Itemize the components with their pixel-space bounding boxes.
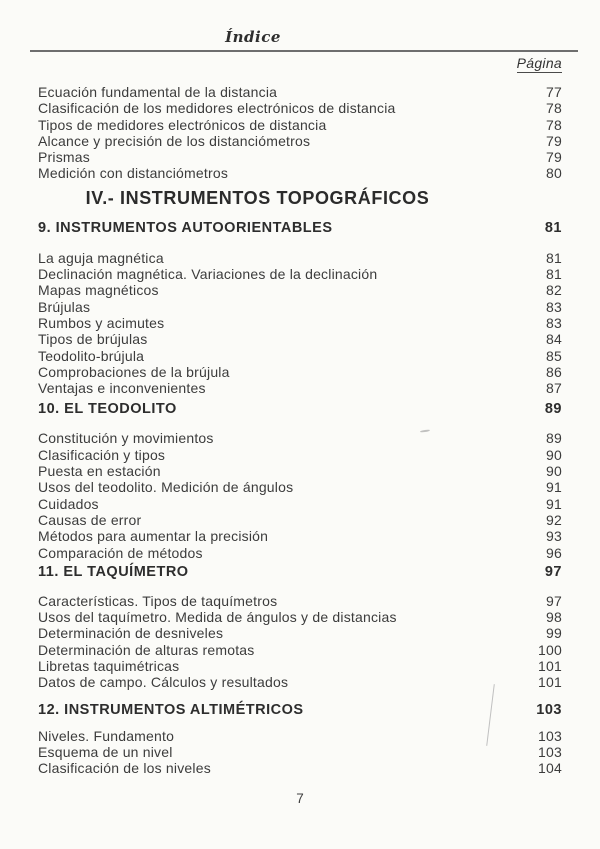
- page-column-header-row: [0, 55, 600, 71]
- toc-entry-title: La aguja magnética: [38, 249, 164, 266]
- toc-entry-title: Rumbos y acimutes: [38, 314, 165, 331]
- toc-entry-page: 92: [546, 511, 562, 528]
- toc-entry-page: 90: [546, 463, 562, 480]
- toc-row: [0, 100, 600, 116]
- toc-entry-page: 91: [546, 495, 562, 512]
- toc-entry-title: Esquema de un nivel: [38, 743, 173, 760]
- toc-entry-title: Tipos de medidores electrónicos de distancia: [38, 116, 327, 133]
- document-title-wrap: [28, 28, 478, 47]
- toc-row: [0, 463, 600, 479]
- toc-section-heading: 12. INSTRUMENTOS ALTIMÉTRICOS: [38, 701, 304, 718]
- toc-entry-page: 91: [546, 479, 562, 496]
- toc-row: [0, 331, 600, 347]
- page-column-header: Página: [516, 55, 562, 71]
- toc-entry-page: 103: [538, 727, 562, 744]
- toc-row: [0, 133, 600, 149]
- toc-entry-title: Alcance y precisión de los distanciómetros: [38, 132, 311, 149]
- toc-entry-title: Libretas taquimétricas: [38, 658, 180, 675]
- toc-entry-title: Causas de error: [38, 511, 142, 528]
- toc-entry-title: Medición con distanciómetros: [38, 165, 229, 182]
- toc-section-heading-row: [0, 220, 600, 237]
- toc-section-entries: [0, 728, 600, 777]
- toc-entry-page: 83: [546, 298, 562, 315]
- toc-entry-title: Puesta en estación: [38, 463, 161, 480]
- toc-entry-title: Mapas magnéticos: [38, 282, 159, 299]
- toc-entry-page: 81: [546, 249, 562, 266]
- toc-entry-title: Métodos para aumentar la precisión: [38, 528, 269, 545]
- toc-entry-title: Cuidados: [38, 495, 99, 512]
- toc-section: [0, 220, 600, 397]
- toc-row: [0, 593, 600, 609]
- toc-sections: [0, 220, 600, 777]
- toc-entry-page: 79: [546, 149, 562, 166]
- toc-part-title: IV.- INSTRUMENTOS TOPOGRÁFICOS: [85, 187, 430, 208]
- toc-entry-title: Teodolito-brújula: [38, 347, 145, 364]
- toc-entry-title: Ecuación fundamental de la distancia: [38, 84, 278, 100]
- toc-entry-title: Constitución y movimientos: [38, 430, 214, 447]
- toc-entry-title: Comprobaciones de la brújula: [38, 363, 230, 380]
- toc-row: [0, 744, 600, 760]
- toc-entry-page: 85: [546, 347, 562, 364]
- toc-entry-page: 101: [538, 658, 562, 675]
- toc-row: [0, 430, 600, 446]
- toc-row: [0, 545, 600, 561]
- document-title: Índice: [225, 28, 281, 46]
- toc-section: [0, 564, 600, 691]
- toc-entry-title: Clasificación y tipos: [38, 446, 166, 463]
- toc-entry-title: Determinación de alturas remotas: [38, 641, 255, 658]
- toc-entry-page: 84: [546, 331, 562, 348]
- toc-row: [0, 348, 600, 364]
- toc-row: [0, 266, 600, 282]
- toc-entry-page: 80: [546, 165, 562, 182]
- toc-section-heading-row: [0, 564, 600, 581]
- toc-entry-page: 90: [546, 446, 562, 463]
- toc-entry-page: 103: [538, 743, 562, 760]
- toc-entry-page: 86: [546, 363, 562, 380]
- toc-row: [0, 447, 600, 463]
- toc-row: [0, 674, 600, 690]
- toc-entry-page: 82: [546, 282, 562, 299]
- toc-section-heading-row: [0, 702, 600, 719]
- toc-row: [0, 299, 600, 315]
- toc-section-entries: [0, 250, 600, 397]
- toc-row: [0, 528, 600, 544]
- toc-section-heading-row: [0, 401, 600, 418]
- toc-section-entries: [0, 430, 600, 560]
- toc-section-entries: [0, 593, 600, 691]
- toc-section: [0, 401, 600, 560]
- toc-entry-title: Clasificación de los niveles: [38, 760, 211, 777]
- toc-entry-page: 96: [546, 544, 562, 561]
- toc-entry-page: 87: [546, 380, 562, 397]
- toc-entry-title: Características. Tipos de taquímetros: [38, 592, 278, 609]
- toc-entry-page: 93: [546, 528, 562, 545]
- toc-row: [0, 512, 600, 528]
- toc-row: [0, 250, 600, 266]
- toc-row: [0, 364, 600, 380]
- toc-entry-title: Comparación de métodos: [38, 544, 203, 561]
- toc-entry-page: 81: [546, 266, 562, 283]
- toc-entry-title: Ventajas e inconvenientes: [38, 380, 206, 397]
- toc-row: [0, 380, 600, 396]
- toc-entry-page: 79: [546, 132, 562, 149]
- toc-entry-title: Usos del taquímetro. Medida de ángulos y de distancias: [38, 609, 397, 626]
- toc-row: [0, 84, 600, 100]
- toc-intro-entries: [0, 84, 600, 182]
- toc-row: [0, 315, 600, 331]
- toc-row: [0, 496, 600, 512]
- toc-entry-title: Niveles. Fundamento: [38, 727, 175, 744]
- toc-entry-title: Prismas: [38, 149, 90, 166]
- toc-section-heading: 11. EL TAQUÍMETRO: [38, 563, 189, 580]
- toc-row: [0, 282, 600, 298]
- toc-entry-page: 97: [546, 592, 562, 609]
- toc-section-heading: 10. EL TEODOLITO: [38, 401, 177, 418]
- toc-entry-page: 99: [546, 625, 562, 642]
- toc-entry-title: Tipos de brújulas: [38, 331, 148, 348]
- toc-entry-page: 100: [538, 641, 562, 658]
- toc-row: [0, 165, 600, 181]
- toc-entry-page: 104: [538, 760, 562, 777]
- toc-entry-page: 89: [546, 430, 562, 447]
- toc-entry-page: 98: [546, 609, 562, 626]
- toc-row: [0, 117, 600, 133]
- toc-section: [0, 702, 600, 777]
- header-rule: [30, 50, 578, 52]
- toc-entry-page: 78: [546, 100, 562, 117]
- toc-entry-title: Datos de campo. Cálculos y resultados: [38, 674, 289, 691]
- toc-entry-title: Clasificación de los medidores electrónicos de distancia: [38, 100, 396, 117]
- toc-entry-page: 101: [538, 674, 562, 691]
- toc-entry-title: Usos del teodolito. Medición de ángulos: [38, 479, 294, 496]
- toc-row: [0, 658, 600, 674]
- toc-row: [0, 625, 600, 641]
- toc-section-page: 103: [536, 701, 562, 718]
- toc-row: [0, 760, 600, 776]
- toc-row: [0, 642, 600, 658]
- toc-row: [0, 479, 600, 495]
- footer-page-number: 7: [296, 790, 304, 806]
- toc-row: [0, 609, 600, 625]
- toc-section-page: 81: [544, 219, 562, 236]
- toc-entry-title: Determinación de desniveles: [38, 625, 224, 642]
- toc-section-page: 97: [544, 563, 562, 580]
- toc-section-heading: 9. INSTRUMENTOS AUTOORIENTABLES: [38, 219, 333, 236]
- toc-entry-title: Brújulas: [38, 298, 91, 315]
- toc-row: [0, 728, 600, 744]
- toc-row: [0, 149, 600, 165]
- toc-section-page: 89: [544, 401, 562, 418]
- toc-entry-title: Declinación magnética. Variaciones de la declinación: [38, 266, 378, 283]
- toc-entry-page: 83: [546, 314, 562, 331]
- toc-entry-page: 78: [546, 116, 562, 133]
- toc-entry-page: 77: [546, 84, 562, 100]
